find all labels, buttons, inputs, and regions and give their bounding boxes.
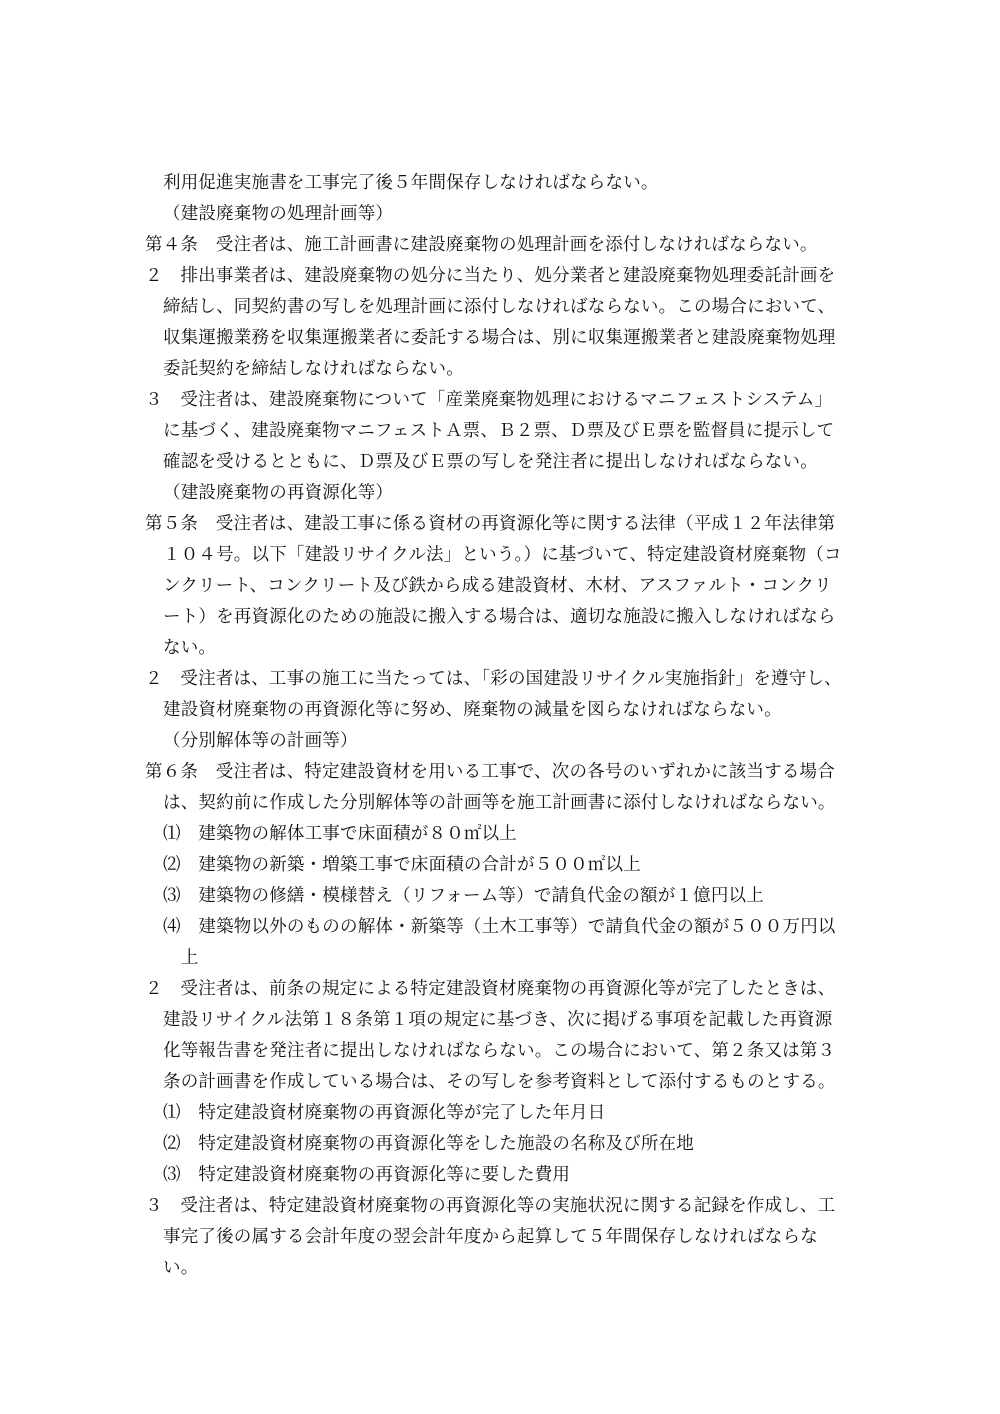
text-line-21: は、契約前に作成した分別解体等の計画等を施工計画書に添付しなければならない。 (163, 793, 836, 813)
text-line-29: 化等報告書を発注者に提出しなければならない。この場合において、第２条又は第３ (163, 1041, 836, 1061)
article-6: 第６条 受注者は、特定建設資材を用いる工事で、次の各号のいずれかに該当する場合 (145, 762, 835, 782)
article-6-paragraph-2: ２ 受注者は、前条の規定による特定建設資材廃棄物の再資源化等が完了したときは、 (145, 979, 836, 999)
list-item: ⑴ 建築物の解体工事で床面積が８０㎡以上 (163, 824, 517, 844)
text-line-28: 建設リサイクル法第１８条第１項の規定に基づき、次に掲げる事項を記載した再資源 (163, 1010, 833, 1030)
section-heading: （建設廃棄物の再資源化等） (163, 483, 394, 503)
text-line-35: 事完了後の属する会計年度の翌会計年度から起算して５年間保存しなければならな (163, 1227, 818, 1247)
list-item: ⑶ 建築物の修繕・模様替え（リフォーム等）で請負代金の額が１億円以上 (163, 886, 764, 906)
text-line-10: 確認を受けるとともに、Ｄ票及びＥ票の写しを発注者に提出しなければならない。 (163, 452, 818, 472)
list-item: ⑷ 建築物以外のものの解体・新築等（土木工事等）で請負代金の額が５００万円以 (163, 917, 836, 937)
article-4-paragraph-3: ３ 受注者は、建設廃棄物について「産業廃棄物処理におけるマニフェストシステム」 (145, 390, 833, 410)
article-6-paragraph-3: ３ 受注者は、特定建設資材廃棄物の再資源化等の実施状況に関する記録を作成し、工 (145, 1196, 836, 1216)
article-5: 第５条 受注者は、建設工事に係る資材の再資源化等に関する法律（平成１２年法律第 (145, 514, 836, 534)
text-line-1: 利用促進実施書を工事完了後５年間保存しなければならない。 (163, 173, 659, 193)
text-line-18: 建設資材廃棄物の再資源化等に努め、廃棄物の減量を図らなければならない。 (163, 700, 782, 720)
list-item: ⑵ 建築物の新築・増築工事で床面積の合計が５００㎡以上 (163, 855, 641, 875)
text-line-15: ート）を再資源化のための施設に搬入する場合は、適切な施設に搬入しなければなら (163, 607, 836, 627)
text-line-14: ンクリート、コンクリート及び鉄から成る建設資材、木材、アスファルト・コンクリ (163, 576, 832, 596)
section-heading: （分別解体等の計画等） (163, 731, 358, 751)
list-item: ⑴ 特定建設資材廃棄物の再資源化等が完了した年月日 (163, 1103, 606, 1123)
list-item-continuation: 上 (181, 948, 199, 968)
list-item: ⑶ 特定建設資材廃棄物の再資源化等に要した費用 (163, 1165, 571, 1185)
text-line-30: 条の計画書を作成している場合は、その写しを参考資料として添付するものとする。 (163, 1072, 836, 1092)
article-5-paragraph-2: ２ 受注者は、工事の施工に当たっては、「彩の国建設リサイクル実施指針」を遵守し、 (145, 669, 842, 689)
text-line-13: １０４号。以下「建設リサイクル法」という。）に基づいて、特定建設資材廃棄物（コ (163, 545, 842, 565)
text-line-7: 委託契約を締結しなければならない。 (163, 359, 464, 379)
article-4: 第４条 受注者は、施工計画書に建設廃棄物の処理計画を添付しなければならない。 (145, 235, 818, 255)
section-heading: （建設廃棄物の処理計画等） (163, 204, 394, 224)
text-line-9: に基づく、建設廃棄物マニフェストＡ票、Ｂ２票、Ｄ票及びＥ票を監督員に提示して (163, 421, 835, 441)
article-4-paragraph-2: ２ 排出事業者は、建設廃棄物の処分に当たり、処分業者と建設廃棄物処理委託計画を (145, 266, 836, 286)
list-item: ⑵ 特定建設資材廃棄物の再資源化等をした施設の名称及び所在地 (163, 1134, 694, 1154)
text-line-6: 収集運搬業務を収集運搬業者に委託する場合は、別に収集運搬業者と建設廃棄物処理 (163, 328, 836, 348)
text-line-16: ない。 (163, 638, 217, 658)
text-line-5: 締結し、同契約書の写しを処理計画に添付しなければならない。この場合において、 (163, 297, 836, 317)
text-line-36: い。 (163, 1258, 199, 1278)
